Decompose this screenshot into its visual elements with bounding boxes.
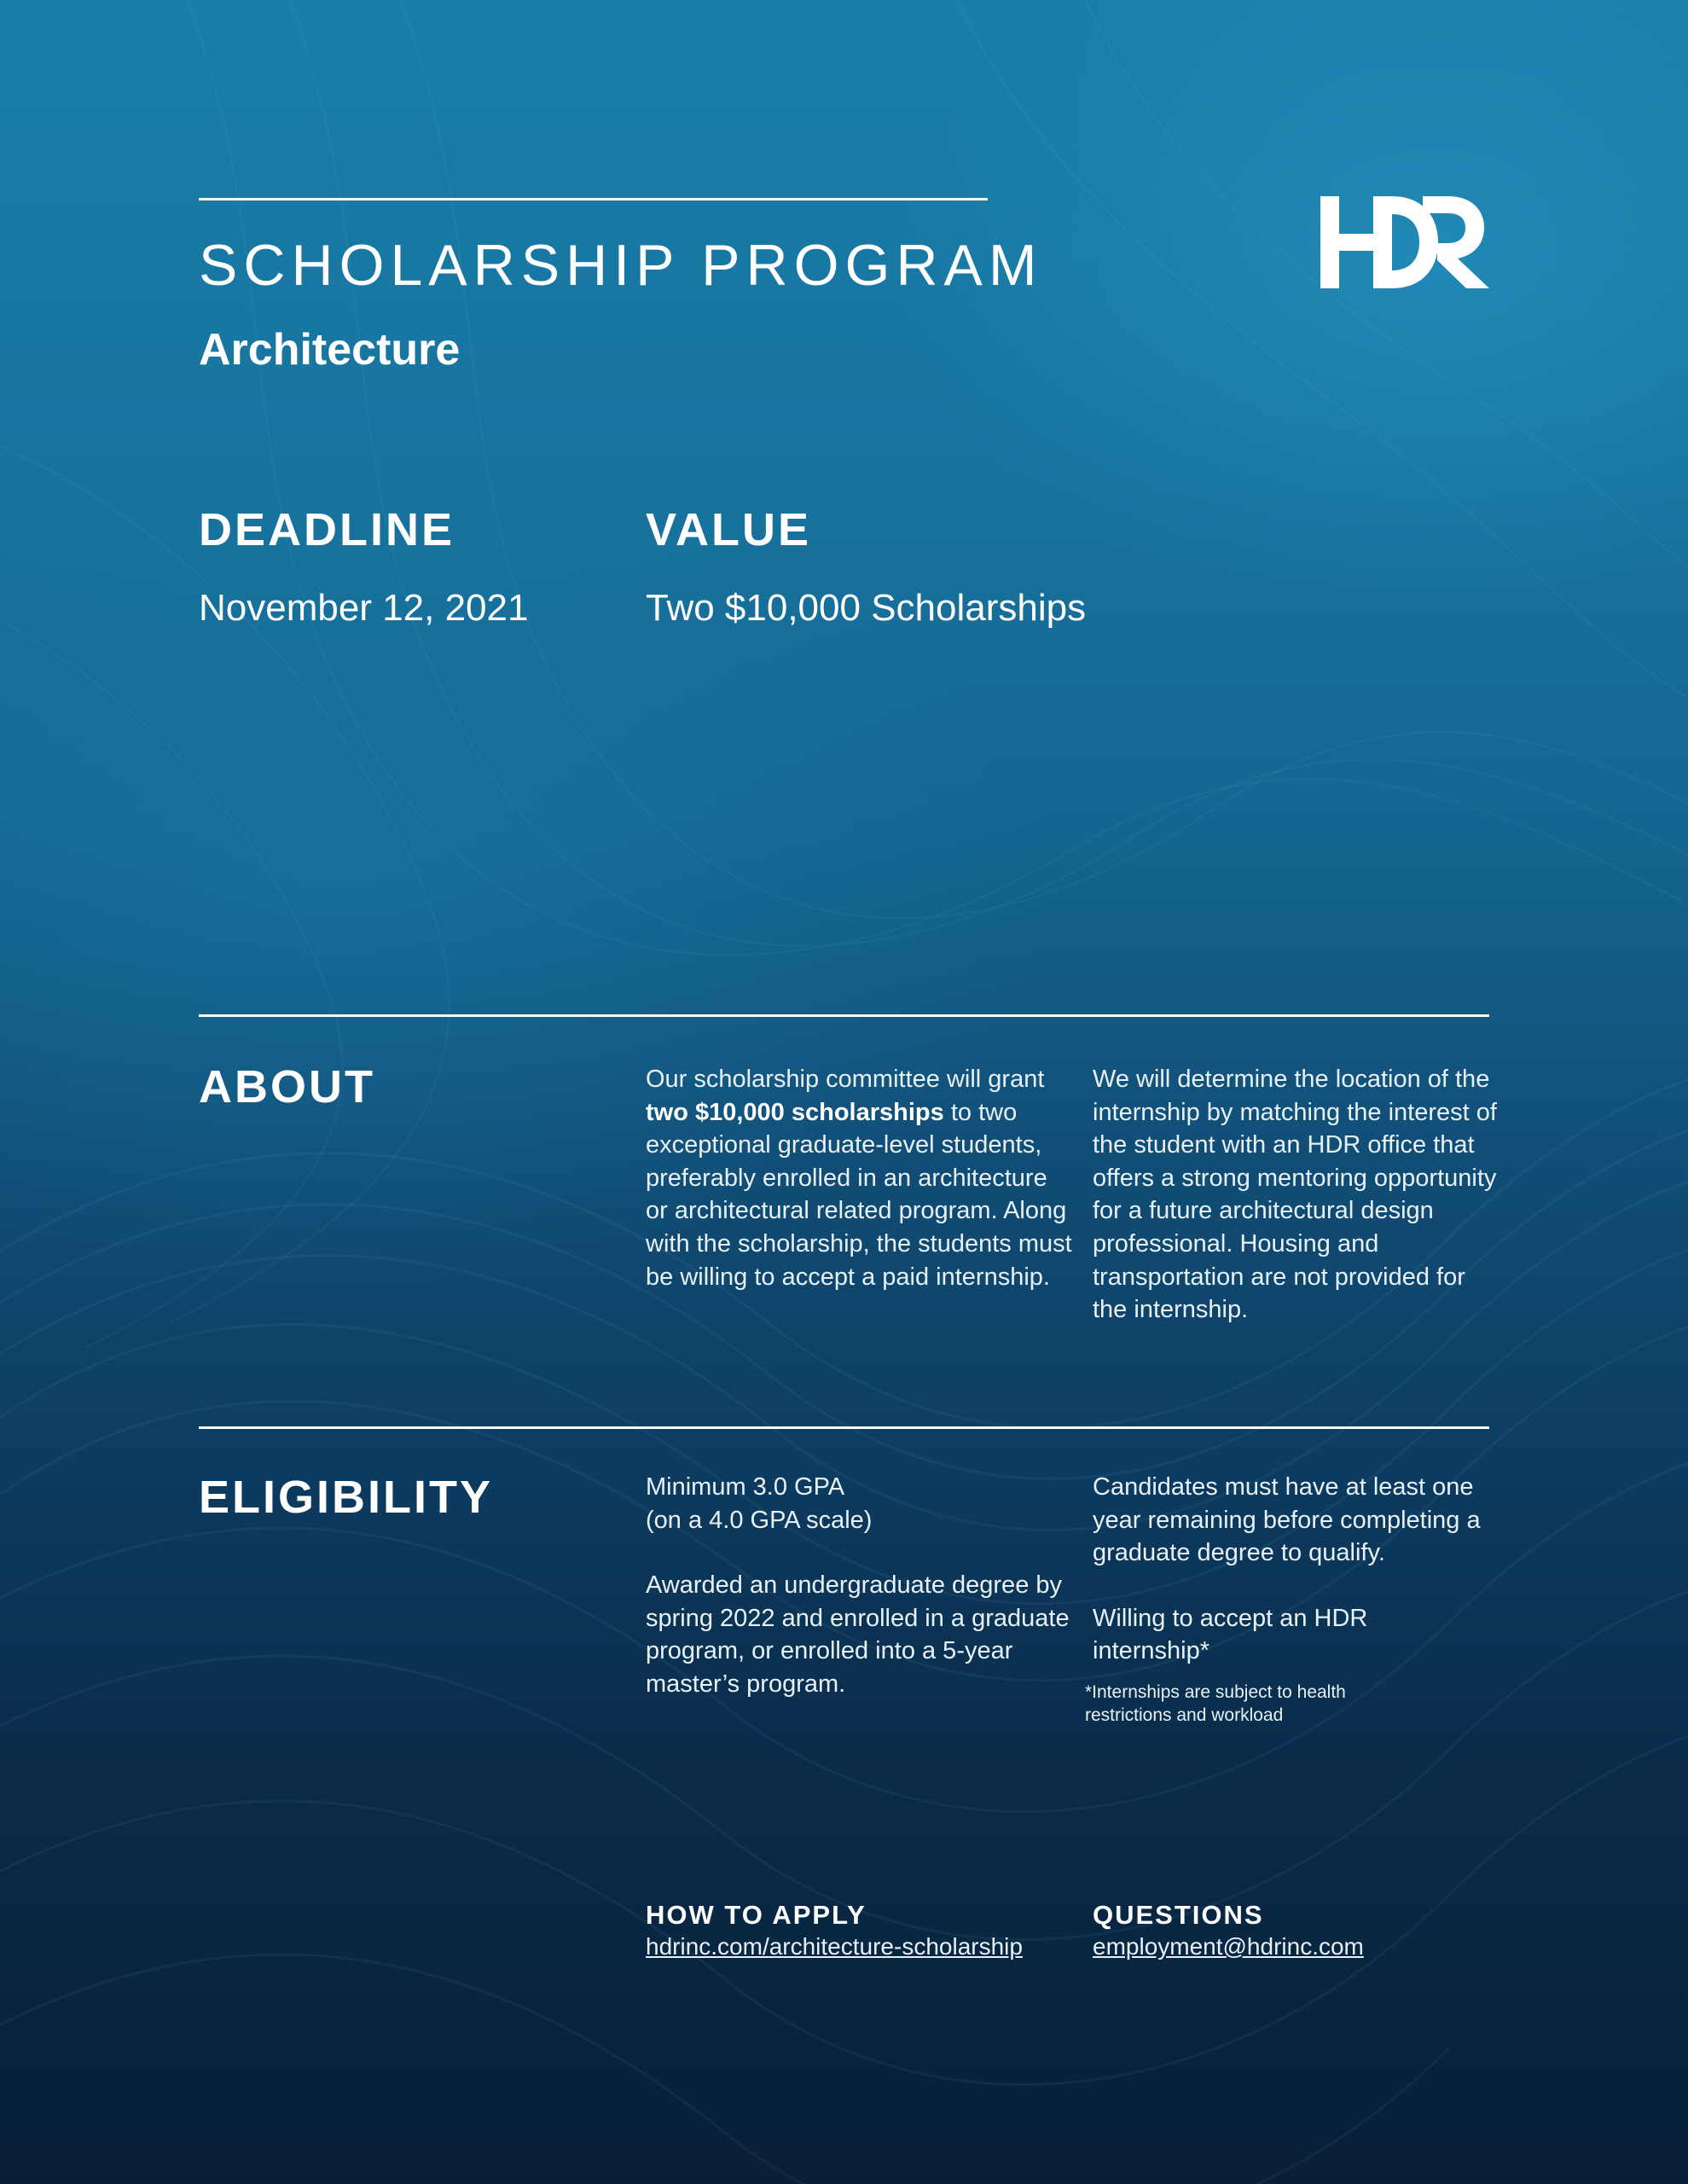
eligibility-rule	[199, 1426, 1489, 1429]
value-amount: Two $10,000 Scholarships	[646, 587, 1087, 629]
how-to-apply-label: HOW TO APPLY	[646, 1900, 867, 1930]
eligibility-column-2	[1093, 1471, 1502, 1668]
about-text-1: Our scholarship committee will grant two $10,000 scholarships to two exceptional graduate-level students, preferably enrolled in an architecture or architectural related program. Along with the scholarship, the students must be willing to accept a paid internship.	[646, 1066, 1072, 1291]
eligibility-internship: Willing to accept an HDR internship*	[1093, 1604, 1368, 1665]
page-subtitle: Architecture	[199, 325, 461, 375]
about-heading: ABOUT	[199, 1061, 375, 1112]
about-column-2	[1093, 1063, 1502, 1327]
eligibility-degree: Awarded an undergraduate degree by spring 2022 and enrolled in a graduate program, or enrolled into a 5-year master’s program.	[646, 1571, 1070, 1698]
internship-footnote: *Internships are subject to health restrictions and workload	[1085, 1682, 1346, 1725]
about-rule	[199, 1014, 1489, 1017]
header-rule	[199, 198, 988, 200]
eligibility-column-1	[646, 1471, 1072, 1701]
page-title: SCHOLARSHIP PROGRAM	[199, 233, 1043, 298]
about-highlight: two $10,000 scholarships	[646, 1098, 944, 1126]
eligibility-heading: ELIGIBILITY	[199, 1472, 494, 1523]
hdr-logo	[1320, 196, 1489, 288]
questions-label: QUESTIONS	[1093, 1900, 1264, 1930]
questions-email-link[interactable]: employment@hdrinc.com	[1093, 1933, 1364, 1960]
eligibility-gpa: Minimum 3.0 GPA (on a 4.0 GPA scale)	[646, 1473, 873, 1534]
about-text-2: We will determine the location of the internship by matching the interest of the student with an HDR office that offers a strong mentoring opportunity for a future architectural design professional. Housing and transportation are not provided for the internship.	[1093, 1066, 1497, 1324]
apply-link[interactable]: hdrinc.com/architecture-scholarship	[646, 1933, 1023, 1960]
deadline-value: November 12, 2021	[199, 587, 529, 629]
deadline-label: DEADLINE	[199, 504, 455, 555]
eligibility-remaining-year: Candidates must have at least one year remaining before completing a graduate degree to qualify.	[1093, 1473, 1481, 1567]
about-column-1	[646, 1063, 1072, 1293]
value-label: VALUE	[646, 504, 812, 555]
